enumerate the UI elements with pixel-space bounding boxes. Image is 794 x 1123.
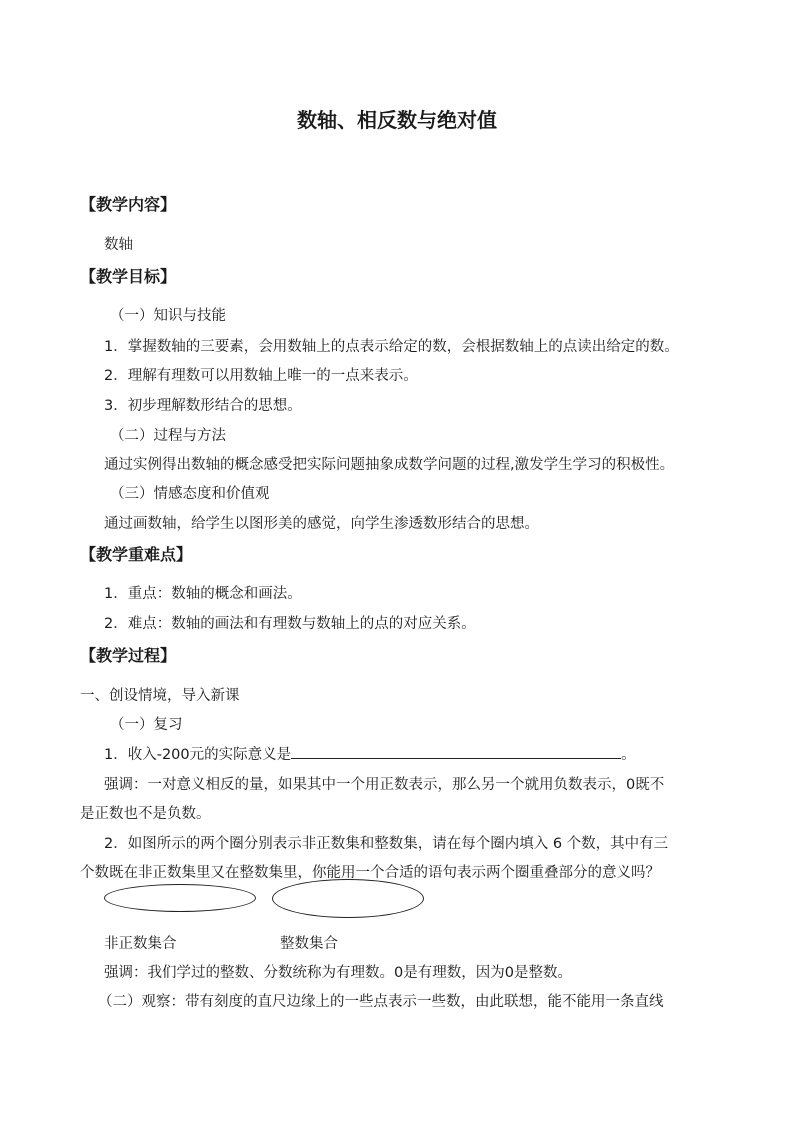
set-circle-left — [104, 884, 256, 912]
goal-3-text: 通过画数轴，给学生以图形美的感觉，向学生渗透数形结合的思想。 — [104, 516, 539, 532]
goal-1-item: 3．初步理解数形结合的思想。 — [104, 398, 302, 414]
goal-2-text: 通过实例得出数轴的概念感受把实际问题抽象成数学问题的过程,激发学生学习的积极性。 — [104, 457, 675, 473]
heading-content: 【教学内容】 — [80, 195, 177, 214]
emphasis-1-line2: 是正数也不是负数。 — [80, 806, 211, 822]
answer-blank — [291, 744, 621, 759]
emphasis-2: 强调：我们学过的整数、分数统称为有理数。0是有理数，因为0是整数。 — [104, 965, 572, 981]
observe-line: （二）观察：带有刻度的直尺边缘上的一些点表示一些数，由此联想，能不能用一条直线 — [98, 994, 664, 1010]
goal-1-title: （一）知识与技能 — [110, 308, 226, 324]
goal-3-title: （三）情感态度和价值观 — [110, 486, 270, 502]
goal-2-title: （二）过程与方法 — [110, 428, 226, 444]
heading-goals: 【教学目标】 — [80, 267, 177, 286]
review-title: （一）复习 — [110, 717, 183, 733]
heading-key-points: 【教学重难点】 — [80, 545, 193, 564]
set-label-right: 整数集合 — [280, 936, 338, 952]
question-1-text: 1．收入-200元的实际意义是 — [104, 747, 292, 763]
goal-1-item: 2．理解有理数可以用数轴上唯一的一点来表示。 — [104, 368, 418, 384]
key-item: 2．难点：数轴的画法和有理数与数轴上的点的对应关系。 — [104, 616, 476, 632]
heading-process: 【教学过程】 — [80, 646, 177, 665]
content-text: 数轴 — [104, 237, 133, 253]
emphasis-1-line1: 强调：一对意义相反的量，如果其中一个用正数表示，那么另一个就用负数表示，0既不 — [104, 777, 665, 793]
question-1-end: 。 — [621, 747, 636, 763]
goal-1-item: 1．掌握数轴的三要素，会用数轴上的点表示给定的数，会根据数轴上的点读出给定的数。 — [104, 339, 679, 355]
process-part-1: 一、创设情境，导入新课 — [80, 688, 240, 704]
question-2-line2: 个数既在非正数集里又在整数集里，你能用一个合适的语句表示两个圈重叠部分的意义吗？ — [80, 865, 660, 881]
question-1 — [104, 743, 636, 764]
page-title: 数轴、相反数与绝对值 — [297, 108, 497, 132]
key-item: 1．重点：数轴的概念和画法。 — [104, 586, 302, 602]
set-label-left: 非正数集合 — [104, 936, 177, 952]
question-2-line1: 2．如图所示的两个圈分别表示非正数集和整数集，请在每个圈内填入 6 个数，其中有三 — [104, 836, 669, 852]
set-circle-right — [272, 879, 424, 918]
